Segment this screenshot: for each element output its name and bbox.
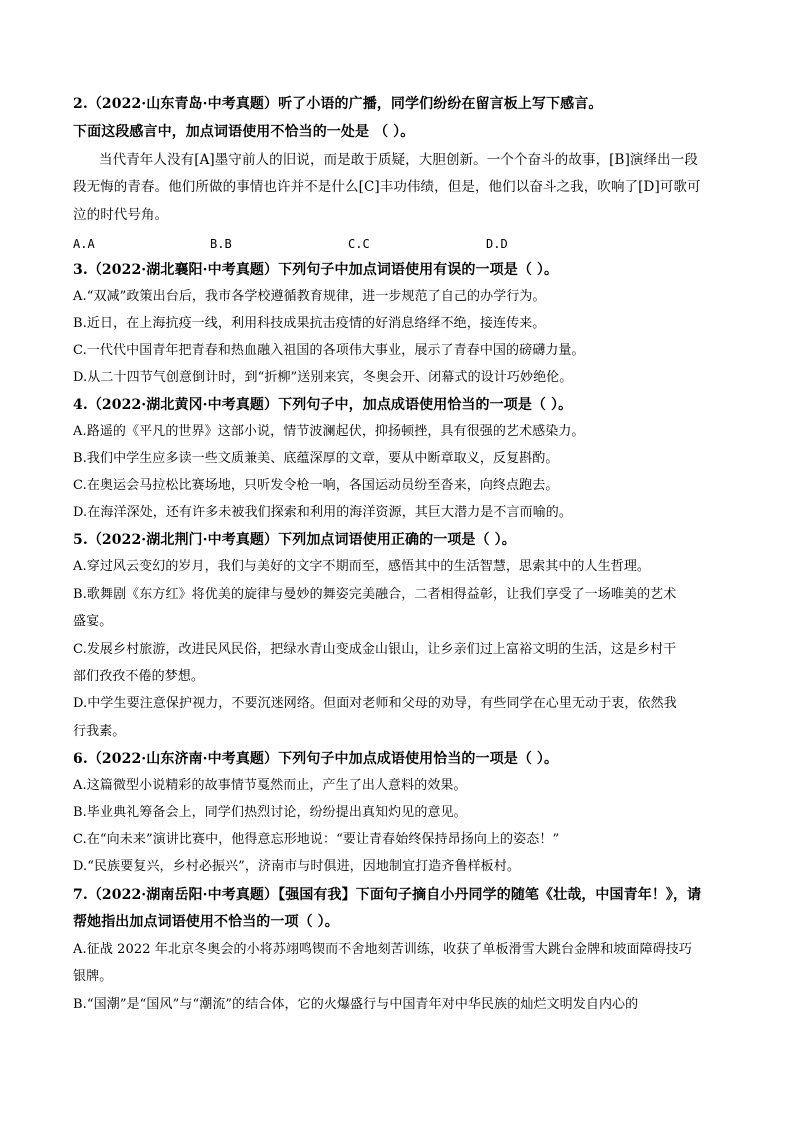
q6-option-d: D.“民族要复兴，乡村必振兴”，济南市与时俱进，因地制宜打造齐鲁样板村。: [73, 859, 520, 874]
q2-option-c: C.C: [348, 237, 370, 251]
q4-option-c: C.在奥运会马拉松比赛场地，只听发令枪一响，各国运动员纷至沓来，向终点跑去。: [73, 478, 559, 493]
q6-option-a: A.这篇微型小说精彩的故事情节戛然而止，产生了出人意料的效果。: [73, 778, 467, 793]
q4-option-b: B.我们中学生应多读一些文质兼美、底蕴深厚的文章，要从中断章取义，反复斟酌。: [73, 451, 559, 466]
q2-passage-line3: 泣的时代号角。: [73, 207, 169, 223]
q2-passage-line1: 当代青年人没有[A]墨守前人的旧说，而是敢于质疑，大胆创新。一个个奋斗的故事，[B]演绎出一段: [99, 152, 698, 168]
q5-option-b-line1: B.歌舞剧《东方红》将优美的旋律与曼妙的舞姿完美融合，二者相得益彰，让我们享受了一场唯美的艺术: [73, 587, 677, 602]
q7-option-b-line1: B.“国潮”是“国风”与“潮流”的结合体，它的火爆盛行与中国青年对中华民族的灿烂文明发自内心的: [73, 997, 639, 1012]
q3-option-c: C.一代代中国青年把青春和热血融入祖国的各项伟大事业，展示了青春中国的磅礴力量。: [73, 343, 585, 358]
q6-option-c: C.在“向未来”演讲比赛中，他得意忘形地说：“要让青春始终保持昂扬向上的姿态！”: [73, 832, 560, 847]
q5-option-b-line2: 盛宴。: [73, 614, 113, 629]
q4-stem: 4.（2022·湖北黄冈·中考真题）下列句子中，加点成语使用恰当的一项是（ ）。: [73, 397, 573, 413]
q6-stem: 6.（2022·山东济南·中考真题）下列句子中加点成语使用恰当的一项是（ ）。: [73, 751, 559, 767]
q2-passage-line2: 段无悔的青春。他们所做的事情也许并不是什么[C]丰功伟绩，但是，他们以奋斗之我，吹响了[D]可歌可: [73, 179, 701, 195]
q2-option-d: D.D: [486, 237, 508, 251]
q7-option-a-line2: 银牌。: [73, 969, 113, 984]
q5-option-a: A.穿过风云变幻的岁月，我们与美好的文字不期而至，感悟其中的生活智慧，思索其中的人生哲理。: [73, 559, 651, 574]
q2-stem-line1: 2.（2022·山东青岛·中考真题）听了小语的广播，同学们纷纷在留言板上写下感言。: [73, 96, 603, 112]
q7-option-a-line1: A.征战 2022 年北京冬奥会的小将苏翊鸣锲而不舍地刻苦训练，收获了单板滑雪大跳台金牌和坡面障碍技巧: [73, 942, 692, 957]
q5-option-d-line2: 行我素。: [73, 724, 126, 739]
q2-option-b: B.B: [210, 237, 232, 251]
q3-stem: 3.（2022·湖北襄阳·中考真题）下列句子中加点词语使用有误的一项是（ ）。: [73, 262, 559, 278]
q3-option-b: B.近日，在上海抗疫一线，利用科技成果抗击疫情的好消息络绎不绝，接连传来。: [73, 316, 546, 331]
q5-stem: 5.（2022·湖北荆门·中考真题）下列加点词语使用正确的一项是（ ）。: [73, 532, 516, 548]
q4-option-a: A.路遥的《平凡的世界》这部小说，情节波澜起伏，抑扬顿挫，具有很强的艺术感染力。: [73, 424, 585, 439]
q5-option-c-line1: C.发展乡村旅游，改进民风民俗，把绿水青山变成金山银山，让乡亲们过上富裕文明的生活，这是乡村干: [73, 642, 677, 657]
q7-stem-line2: 帮她指出加点词语使用不恰当的一项（ ）。: [73, 914, 339, 930]
q2-option-a: A.A: [73, 237, 95, 251]
q2-stem-line2: 下面这段感言中，加点词语使用不恰当的一处是 （ ）。: [73, 124, 415, 140]
q4-option-d: D.在海洋深处，还有许多未被我们探索和利用的海洋资源，其巨大潜力是不言而喻的。: [73, 505, 572, 520]
q6-option-b: B.毕业典礼筹备会上，同学们热烈讨论，纷纷提出真知灼见的意见。: [73, 805, 467, 820]
q5-option-d-line1: D.中学生要注意保护视力，不要沉迷网络。但面对老师和父母的劝导，有些同学在心里无动于衷，依然我: [73, 696, 677, 711]
q5-option-c-line2: 部们孜孜不倦的梦想。: [73, 669, 205, 684]
q7-stem-line1: 7.（2022·湖南岳阳·中考真题）【强国有我】下面句子摘自小丹同学的随笔《壮哉，中国青年！》，请: [73, 887, 702, 903]
q3-option-d: D.从二十四节气创意倒计时，到“折柳”送别来宾，冬奥会开、闭幕式的设计巧妙绝伦。: [73, 370, 573, 385]
q3-option-a: A.“双减”政策出台后，我市各学校遵循教育规律，进一步规范了自己的办学行为。: [73, 289, 546, 304]
